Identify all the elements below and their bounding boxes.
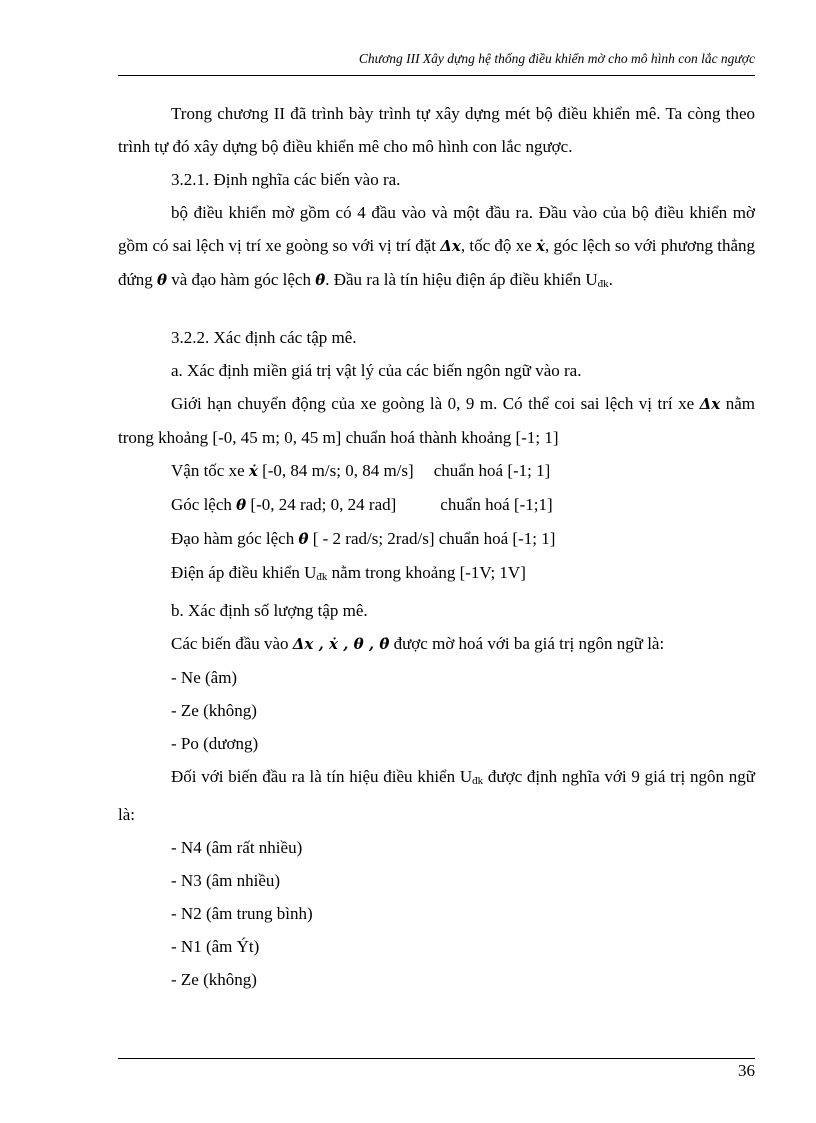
input-term-po: - Po (dương) <box>171 734 259 753</box>
page-number: 36 <box>738 1061 755 1080</box>
output-term-n2: - N2 (âm trung bình) <box>171 904 313 923</box>
voltage-label: Điện áp điều khiển U <box>171 563 317 582</box>
output-term-n4: - N4 (âm rất nhiều) <box>171 838 303 857</box>
definition-text-1: bộ điều khiển mờ gồm có 4 đầu vào và một đầu ra. Đầu vào của bộ điều khiển mờ gồm có sai lệch vị trí xe goòng so với vị trí đặt <box>118 203 755 255</box>
definition-text-5: . Đầu ra là tín hiệu điện áp điều khiển U <box>325 270 598 289</box>
definition-paragraph <box>118 196 755 301</box>
section-3-2-1-heading: 3.2.1. Định nghĩa các biến vào ra. <box>171 170 401 189</box>
definition-text-4: và đạo hàm góc lệch <box>171 270 311 289</box>
subscript-dk: đk <box>597 278 609 290</box>
x-dot-symbol: ẋ <box>248 462 258 480</box>
delta-x-symbol: Δx <box>699 395 721 413</box>
limits-text-2: nằm trong khoảng [-0, 45 m; 0, 45 m] chuẩn hoá thành khoảng [-1; 1] <box>118 394 755 447</box>
theta-symbol: θ <box>156 271 167 289</box>
input-term-ze: - Ze (không) <box>171 701 257 720</box>
subsection-b-heading: b. Xác định số lượng tập mê. <box>171 601 368 620</box>
output-term-ze: - Ze (không) <box>171 970 257 989</box>
voltage-range: nằm trong khoảng [-1V; 1V] <box>331 563 526 582</box>
output-text-2: được định nghĩa với 9 giá trị ngôn ngữ là: <box>118 767 756 824</box>
angle-range: [-0, 24 rad; 0, 24 rad] <box>250 495 397 514</box>
input-variables-symbols: Δx , ẋ , θ , θ̇ <box>292 635 390 653</box>
subscript-dk: đk <box>316 571 328 583</box>
header-divider <box>118 75 755 76</box>
limits-paragraph <box>118 387 755 454</box>
derivative-label: Đạo hàm góc lệch <box>171 529 295 548</box>
angle-label: Góc lệch <box>171 495 232 514</box>
subscript-dk: đk <box>472 775 484 787</box>
footer-divider <box>118 1058 755 1059</box>
derivative-range: [ - 2 rad/s; 2rad/s] chuẩn hoá [-1; 1] <box>312 529 556 548</box>
fuzzification-text-2: được mờ hoá với ba giá trị ngôn ngữ là: <box>393 634 665 653</box>
velocity-range: [-0, 84 m/s; 0, 84 m/s] <box>262 461 414 480</box>
subsection-a-heading: a. Xác định miền giá trị vật lý của các biến ngôn ngữ vào ra. <box>171 361 582 380</box>
fuzzification-line <box>118 627 755 661</box>
limits-text-1: Giới hạn chuyển động của xe goòng là 0, 9 m. Có thể coi sai lệch vị trí xe <box>171 394 695 413</box>
angle-range-line <box>118 488 755 522</box>
velocity-range-line <box>118 454 755 488</box>
angle-derivative-line <box>118 522 755 556</box>
output-term-n3: - N3 (âm nhiều) <box>171 871 281 890</box>
velocity-label: Vận tốc xe <box>171 461 245 480</box>
section-3-2-2-heading: 3.2.2. Xác định các tập mê. <box>171 328 357 347</box>
x-dot-symbol: ẋ <box>536 237 545 255</box>
delta-x-symbol: Δx <box>440 237 461 255</box>
page-body <box>118 97 755 996</box>
theta-symbol: θ <box>236 496 247 514</box>
fuzzification-text-1: Các biến đầu vào <box>171 634 289 653</box>
theta-dot-symbol: θ̇ <box>315 271 326 289</box>
input-term-ne: - Ne (âm) <box>171 668 238 687</box>
definition-text-3: , góc lệch so với phương thẳng đứng <box>118 236 756 289</box>
velocity-normalized: chuẩn hoá [-1; 1] <box>433 461 551 480</box>
intro-paragraph: Trong chương II đã trình bày trình tự xây dựng mét bộ điều khiển mê. Ta còng theo trình tự đó xây dựng bộ điều khiển mê cho mô hình con lắc ngược. <box>118 104 755 156</box>
output-definition-paragraph <box>118 760 755 831</box>
definition-text-2: , tốc độ xe <box>460 236 532 255</box>
output-term-n1: - N1 (âm Ýt) <box>171 937 260 956</box>
theta-dot-symbol: θ̇ <box>298 530 309 548</box>
voltage-range-line <box>118 556 755 594</box>
running-header: Chương III Xây dựng hệ thống điều khiển mờ cho mô hình con lắc ngược <box>358 51 755 66</box>
definition-text-6: . <box>608 270 613 289</box>
angle-normalized: chuẩn hoá [-1;1] <box>440 495 553 514</box>
output-text-1: Đối với biến đầu ra là tín hiệu điều khiển U <box>171 767 473 786</box>
